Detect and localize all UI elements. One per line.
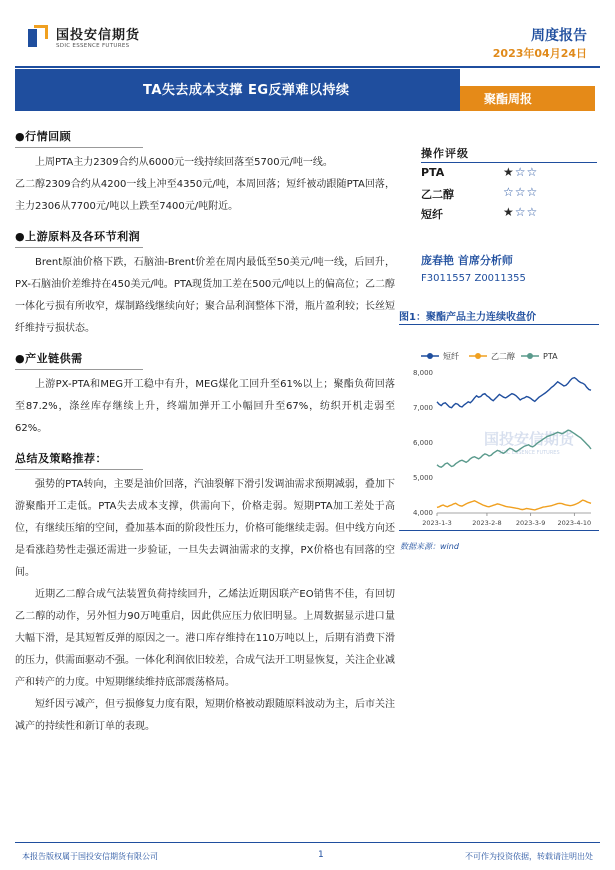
rating-row-pta bbox=[421, 166, 597, 182]
analyst-name: 庞春艳 首席分析师 bbox=[421, 254, 513, 267]
x-tick-label: 2023-1-3 bbox=[422, 519, 452, 527]
paragraph: 上游PX-PTA和MEG开工稳中有升，MEG煤化工回升至61%以上；聚酯负荷回落至87.2%，涤丝库存继续上升，终端加弹开工小幅回升至67%，纺织开机走弱至62%。 bbox=[15, 379, 395, 434]
figure-source: 数据来源：wind bbox=[400, 542, 459, 551]
rating-heading: 操作评级 bbox=[421, 147, 469, 160]
logo-name-en: SDIC ESSENCE FUTURES bbox=[56, 43, 130, 49]
rating-product: PTA bbox=[421, 166, 445, 179]
footer-copyright: 本报告版权属于国投安信期货有限公司 bbox=[22, 852, 158, 861]
section-heading-summary: 总结及策略推荐： bbox=[15, 450, 395, 470]
paragraph: 近期乙二醇合成气法装置负荷持续回升，乙烯法近期因联产EO销售不佳，有回切乙二醇的动作，另外恒力90万吨重启，因此供应压力依旧明显。上周数据显示进口量大幅下滑，是其短暂反弹的原因之一。港口库存维持在110万吨以上，后期有消费下滑的压力，供需面驱动不强。一体化利润依旧较差，合成气法开工明显恢复，关注企业减产和转产的力度。中短期继续维持底部震荡格局。 bbox=[15, 589, 395, 688]
rating-product: 短纤 bbox=[421, 208, 443, 221]
section-heading-upstream: ●上游原料及各环节利润 bbox=[15, 228, 395, 248]
analyst-license: F3011557 Z0011355 bbox=[421, 273, 526, 284]
y-tick-label: 5,000 bbox=[412, 474, 433, 482]
x-tick-label: 2023-3-9 bbox=[515, 519, 546, 527]
price-line-chart bbox=[399, 340, 599, 530]
report-body bbox=[15, 128, 395, 738]
legend-marker bbox=[527, 353, 533, 359]
y-tick-label: 7,000 bbox=[412, 404, 433, 412]
footer-rule bbox=[15, 842, 600, 843]
paragraph: 乙二醇2309合约从4200一线上冲至4350元/吨，本周回落；短纤被动跟随PTA回落，主力2306从7700元/吨以上跌至7400元/吨附近。 bbox=[15, 179, 395, 212]
watermark-text: SDIC ESSENCE FUTURES bbox=[498, 450, 560, 456]
logo-name-cn: 国投安信期货 bbox=[56, 28, 141, 43]
paragraph: Brent原油价格下跌，石脑油-Brent价差在周内最低至50美元/吨一线，后回升，PX-石脑油价差维持在450美元/吨。PTA现货加工差在500元/吨以上的偏高位；乙二醇一体化亏损有所收窄，煤制路线继续向好；聚合品利润整体下滑，瓶片盈利较；长丝短纤维持亏损状态。 bbox=[15, 257, 395, 334]
paragraph: 强势的PTA转向，主要是油价回落，汽油裂解下滑引发调油需求预期减弱，叠加下游聚酯开工走低。PTA失去成本支撑，供需向下，价格走弱。短期PTA加工差处于高位，有继续压缩的空间，叠加基本面的阶段性压力，价格可能继续走弱。但中线方向还是看涨趋势性走强还需进一步验证，一旦失去调油需求的支撑，PX价格也有回落的空间。 bbox=[15, 479, 395, 578]
series-line-乙二醇 bbox=[437, 500, 591, 510]
legend-label: PTA bbox=[543, 352, 558, 361]
rating-row-eg bbox=[421, 186, 597, 202]
report-type: 周度报告 bbox=[531, 28, 587, 44]
page-number: 1 bbox=[318, 850, 324, 860]
series-line-短纤 bbox=[437, 378, 591, 408]
header-rule bbox=[15, 66, 600, 68]
report-title: TA失去成本支撑 EG反弹难以持续 bbox=[143, 83, 350, 98]
legend-label: 乙二醇 bbox=[491, 352, 515, 361]
figure-rule bbox=[399, 530, 599, 531]
legend-marker bbox=[427, 353, 433, 359]
rating-stars-icon: ★☆☆ bbox=[503, 205, 539, 219]
report-date: 2023年04月24日 bbox=[492, 47, 587, 60]
rating-stars-icon: ☆☆☆ bbox=[503, 185, 539, 199]
watermark-text: 国投安信期货 bbox=[483, 430, 575, 448]
figure-rule bbox=[399, 324, 599, 325]
figure-title: 图1：聚酯产品主力连续收盘价 bbox=[399, 312, 536, 323]
x-tick-label: 2023-2-8 bbox=[472, 519, 502, 527]
y-tick-label: 6,000 bbox=[412, 439, 433, 447]
rating-row-psf bbox=[421, 206, 597, 222]
report-category: 聚酯周报 bbox=[484, 92, 533, 106]
footer-disclaimer: 不可作为投资依据，转载请注明出处 bbox=[465, 852, 593, 861]
rating-stars-icon: ★☆☆ bbox=[503, 165, 539, 179]
rating-product: 乙二醇 bbox=[421, 188, 454, 201]
y-tick-label: 8,000 bbox=[412, 369, 433, 377]
title-banner bbox=[15, 69, 595, 111]
paragraph: 短纤因亏减产，但亏损修复力度有限，短期价格被动跟随原料波动为主，后市关注减产的持续性和新订单的表现。 bbox=[15, 699, 395, 732]
x-tick-label: 2023-4-10 bbox=[557, 519, 592, 527]
paragraph: 上周PTA主力2309合约从6000元一线持续回落至5700元/吨一线。 bbox=[35, 157, 333, 168]
y-tick-label: 4,000 bbox=[412, 509, 433, 517]
legend-marker bbox=[475, 353, 481, 359]
section-heading-supply-demand: ●产业链供需 bbox=[15, 350, 395, 370]
company-logo bbox=[28, 24, 140, 49]
legend-label: 短纤 bbox=[443, 352, 459, 361]
logo-mark-icon bbox=[28, 25, 50, 49]
section-heading-market-review: ●行情回顾 bbox=[15, 128, 395, 148]
